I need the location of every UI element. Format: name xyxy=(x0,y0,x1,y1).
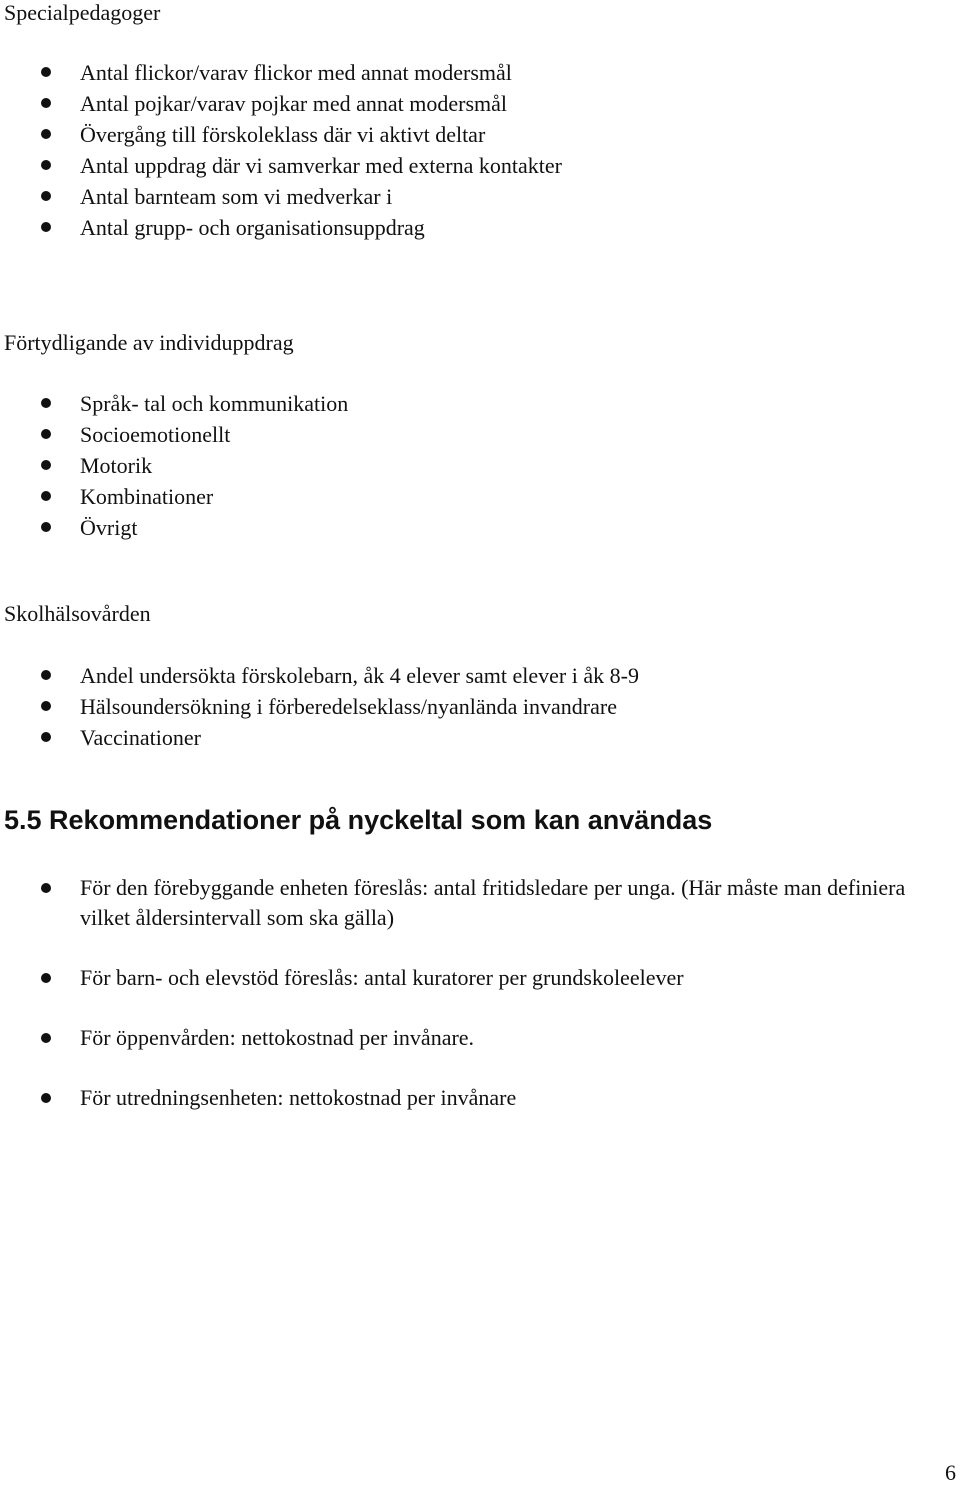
bullet-icon xyxy=(41,191,51,201)
list-item-text: För den förebyggande enheten föreslås: antal fritidsledare per unga. (Här måste man definiera vilket åldersintervall som ska gälla) xyxy=(80,875,906,930)
list-item-text: Antal pojkar/varav pojkar med annat modersmål xyxy=(80,91,508,116)
bullet-icon xyxy=(41,732,51,742)
list-item xyxy=(0,57,960,88)
list-item xyxy=(0,150,960,181)
list-item xyxy=(0,419,960,450)
list-item-text: För barn- och elevstöd föreslås: antal kuratorer per grundskoleelever xyxy=(80,965,684,990)
bullet-icon xyxy=(41,883,51,893)
list-item xyxy=(0,181,960,212)
list-item-text: Motorik xyxy=(80,453,153,478)
page-number: 6 xyxy=(945,1460,956,1485)
bullet-icon xyxy=(41,398,51,408)
bullet-icon xyxy=(41,670,51,680)
bullet-icon xyxy=(41,429,51,439)
bullet-icon xyxy=(41,1093,51,1103)
bullet-list-recommendations xyxy=(0,873,960,1143)
list-item-text: Antal barnteam som vi medverkar i xyxy=(80,184,393,209)
bullet-list-individuppdrag xyxy=(0,388,960,543)
section-heading-individuppdrag: Förtydligande av individuppdrag xyxy=(4,330,294,355)
list-item xyxy=(0,1023,960,1053)
list-item xyxy=(0,388,960,419)
list-item xyxy=(0,450,960,481)
bullet-icon xyxy=(41,222,51,232)
list-item-text: Antal uppdrag där vi samverkar med externa kontakter xyxy=(80,153,562,178)
list-item-text: Övrigt xyxy=(80,515,138,540)
list-item-text: Övergång till förskoleklass där vi aktivt deltar xyxy=(80,122,486,147)
bullet-icon xyxy=(41,160,51,170)
list-item xyxy=(0,481,960,512)
bullet-icon xyxy=(41,67,51,77)
bullet-list-skolhalsovarden xyxy=(0,660,960,753)
list-item-text: För öppenvården: nettokostnad per invånare. xyxy=(80,1025,475,1050)
list-item-text: Socioemotionellt xyxy=(80,422,231,447)
bullet-icon xyxy=(41,1033,51,1043)
bullet-icon xyxy=(41,701,51,711)
section-heading-specialpedagoger: Specialpedagoger xyxy=(4,0,161,25)
list-item xyxy=(0,963,960,993)
list-item-text: För utredningsenheten: nettokostnad per invånare xyxy=(80,1085,517,1110)
bullet-icon xyxy=(41,129,51,139)
list-item xyxy=(0,212,960,243)
bullet-list-specialpedagoger xyxy=(0,57,960,243)
list-item-text: Hälsoundersökning i förberedelseklass/nyanlända invandrare xyxy=(80,694,617,719)
list-item xyxy=(0,1083,960,1113)
bullet-icon xyxy=(41,460,51,470)
list-item-text: Antal flickor/varav flickor med annat modersmål xyxy=(80,60,512,85)
section-title-recommendations: 5.5 Rekommendationer på nyckeltal som kan användas xyxy=(4,805,713,835)
list-item-text: Andel undersökta förskolebarn, åk 4 elever samt elever i åk 8-9 xyxy=(80,663,639,688)
list-item xyxy=(0,691,960,722)
list-item xyxy=(0,660,960,691)
list-item xyxy=(0,722,960,753)
list-item xyxy=(0,88,960,119)
bullet-icon xyxy=(41,491,51,501)
list-item xyxy=(0,512,960,543)
list-item xyxy=(0,873,960,933)
list-item-text: Kombinationer xyxy=(80,484,214,509)
list-item-text: Vaccinationer xyxy=(80,725,201,750)
section-heading-skolhalsovarden: Skolhälsovården xyxy=(4,601,151,626)
list-item xyxy=(0,119,960,150)
bullet-icon xyxy=(41,973,51,983)
list-item-text: Språk- tal och kommunikation xyxy=(80,391,349,416)
bullet-icon xyxy=(41,98,51,108)
list-item-text: Antal grupp- och organisationsuppdrag xyxy=(80,215,425,240)
bullet-icon xyxy=(41,522,51,532)
